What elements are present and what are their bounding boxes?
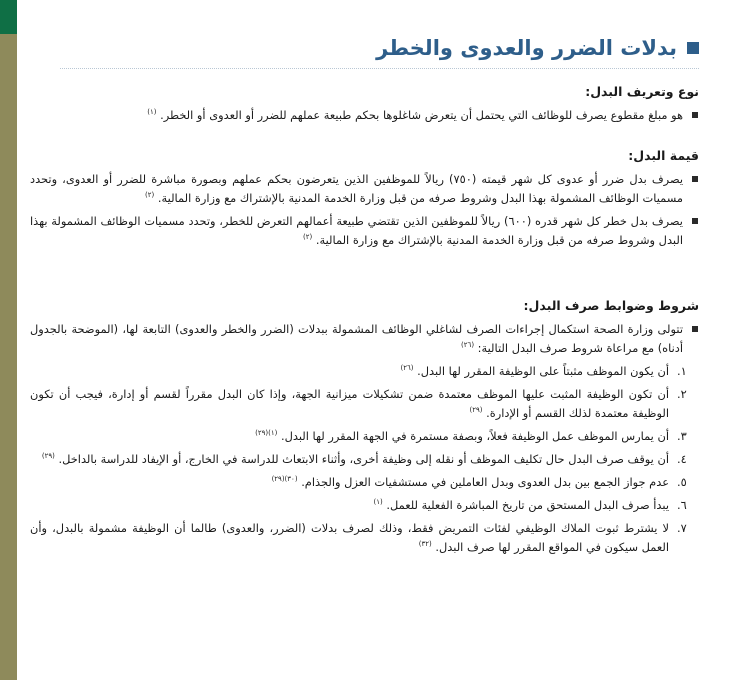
- section-heading-definition: نوع وتعريف البدل:: [585, 84, 699, 99]
- numbered-item-7: [30, 519, 699, 557]
- bullet-icon: [692, 326, 698, 332]
- footnote-ref: (٢٩): [469, 406, 483, 415]
- item-text: أن تكون الوظيفة المثبت عليها الموظف معتمدة ضمن تشكيلات ميزانية الجهة، وإذا كان البدل مقرراً لقسم أو إدارة، فيجب أن تكون الوظيفة معتمدة لذلك القسم أو الإدارة.: [30, 387, 669, 420]
- item-text: أن يمارس الموظف عمل الوظيفة فعلاً، وبصفة مستمرة في الجهة المقرر لها البدل.: [280, 429, 669, 443]
- numbered-item-3: [30, 427, 699, 446]
- numbered-item-6: [30, 496, 699, 515]
- list-item: [30, 170, 699, 208]
- title-square-icon: [687, 42, 699, 54]
- footnote-ref: (٢): [303, 233, 313, 242]
- section-heading-conditions: شروط وضوابط صرف البدل:: [523, 298, 699, 313]
- item-number: ٤.: [677, 452, 687, 466]
- footnote-ref: (٢٦): [461, 341, 475, 350]
- item-text: عدم جواز الجمع بين بدل العدوى وبدل العاملين في مستشفيات العزل والجذام.: [301, 475, 669, 489]
- item-number: ٥.: [677, 475, 687, 489]
- bullet-icon: [692, 218, 698, 224]
- footnote-ref: (٢): [145, 191, 155, 200]
- item-text: أن يوقف صرف البدل حال تكليف الموظف أو نقله إلى وظيفة أخرى، وأثناء الابتعاث للدراسة في الخارج، أو الإيفاد للدراسة بالداخل.: [58, 452, 669, 466]
- numbered-item-5: [30, 473, 699, 492]
- title-row: [376, 36, 699, 60]
- footnote-ref: (٢٦): [400, 364, 414, 373]
- document-page: [30, 0, 699, 680]
- item-text: هو مبلغ مقطوع يصرف للوظائف التي يحتمل أن يتعرض شاغلوها بحكم طبيعة عملهم للضرر أو العدوى أو الخطر.: [160, 108, 683, 122]
- list-item: [30, 212, 699, 250]
- item-number: ٢.: [677, 387, 687, 401]
- item-text: لا يشترط ثبوت الملاك الوظيفي لفئات التمريض فقط، وذلك لصرف بدلات (الضرر، والعدوى) طالما أن الوظيفة مشمولة بالبدل، وأن العمل سيكون في المواقع المقرر لها صرف البدل.: [30, 521, 669, 554]
- item-number: ٦.: [677, 498, 687, 512]
- list-item: [30, 106, 699, 125]
- title-divider: [60, 68, 699, 69]
- item-text: أن يكون الموظف مثبتاً على الوظيفة المقرر لها البدل.: [417, 364, 669, 378]
- numbered-item-4: [30, 450, 699, 469]
- numbered-item-1: [30, 362, 699, 381]
- page-title: بدلات الضرر والعدوى والخطر: [376, 36, 677, 60]
- item-text: يبدأ صرف البدل المستحق من تاريخ المباشرة الفعلية للعمل.: [386, 498, 669, 512]
- item-text: تتولى وزارة الصحة استكمال إجراءات الصرف لشاغلي الوظائف المشمولة ببدلات (الضرر والخطر والعدوى) التابعة لها، (الموضحة بالجدول أدناه) مع مراعاة شروط صرف البدل التالية:: [30, 322, 683, 355]
- list-item-intro: [30, 320, 699, 358]
- bullet-icon: [692, 176, 698, 182]
- item-text: يصرف بدل خطر كل شهر قدره (٦٠٠) ريالاً للموظفين الذين تقتضي طبيعة أعمالهم التعرض للخطر، وتحدد مسميات الوظائف المشمولة بهذا البدل وشروط صرفه من قبل وزارة الخدمة المدنية بالإشتراك مع وزارة المالية.: [30, 214, 683, 247]
- footnote-ref: (١): [147, 108, 157, 117]
- numbered-item-2: [30, 385, 699, 423]
- section-heading-value: قيمة البدل:: [628, 148, 699, 163]
- footnote-ref: (١): [373, 498, 383, 507]
- footnote-ref: (٢٩): [41, 452, 55, 461]
- item-text: يصرف بدل ضرر أو عدوى كل شهر قيمته (٧٥٠) ريالاً للموظفين الذين يتعرضون بحكم عملهم وبصورة مباشرة للضرر أو العدوى، وتحدد مسميات الوظائف المشمولة بهذا البدل وشروط صرفه من قبل وزارة الخدمة المدنية بالإشتراك مع وزارة المالية.: [30, 172, 684, 205]
- item-number: ١.: [677, 364, 687, 378]
- section-definition: [30, 84, 699, 129]
- footnote-ref: (١)(٢٩): [255, 429, 278, 438]
- side-margin-bar: [0, 0, 17, 680]
- footnote-ref: (٣٠)(٢٩): [271, 475, 298, 484]
- bullet-icon: [692, 112, 698, 118]
- section-value: [30, 148, 699, 254]
- item-number: ٣.: [677, 429, 687, 443]
- footnote-ref: (٣٢): [418, 540, 432, 549]
- side-margin-tab: [0, 0, 17, 34]
- section-conditions: [30, 298, 699, 561]
- item-number: ٧.: [677, 521, 687, 535]
